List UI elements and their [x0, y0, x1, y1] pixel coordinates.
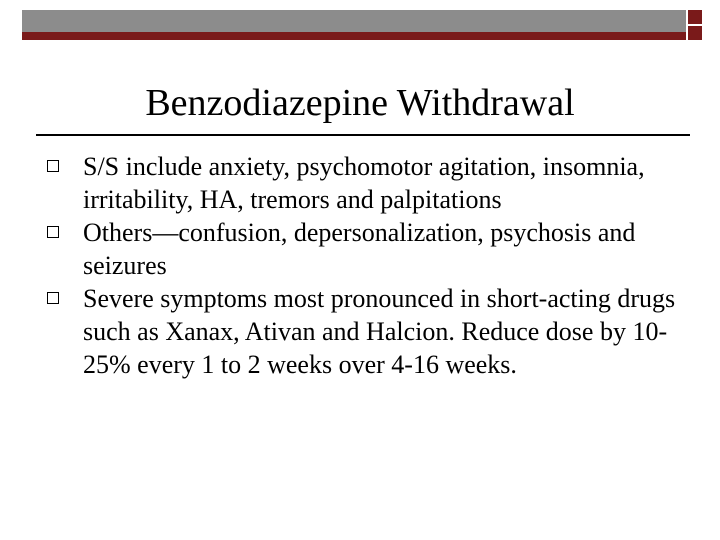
square-bullet-icon — [47, 160, 59, 172]
bullet-item-3 — [40, 282, 700, 381]
header-gray-bar — [22, 10, 686, 32]
title-divider — [36, 134, 690, 136]
bullet-text-3: Severe symptoms most pronounced in short-acting drugs such as Xanax, Ativan and Halcion. Reduce dose by 10-25% every 1 to 2 weeks over 4-16 weeks. — [83, 284, 676, 379]
bullet-item-2 — [40, 216, 700, 282]
bullet-text-1: S/S include anxiety, psychomotor agitation, insomnia, irritability, HA, tremors and palpitations — [83, 152, 645, 214]
square-bullet-icon — [47, 226, 59, 238]
bullet-text-2: Others—confusion, depersonalization, psychosis and seizures — [83, 218, 636, 280]
bullet-item-1 — [40, 150, 700, 216]
bullet-list — [40, 150, 700, 381]
corner-square-bottom — [688, 26, 702, 40]
square-bullet-icon — [47, 292, 59, 304]
slide-title: Benzodiazepine Withdrawal — [145, 82, 575, 124]
header-corner-ornament — [688, 10, 702, 40]
corner-square-top — [688, 10, 702, 24]
header-accent-bar — [22, 32, 686, 40]
